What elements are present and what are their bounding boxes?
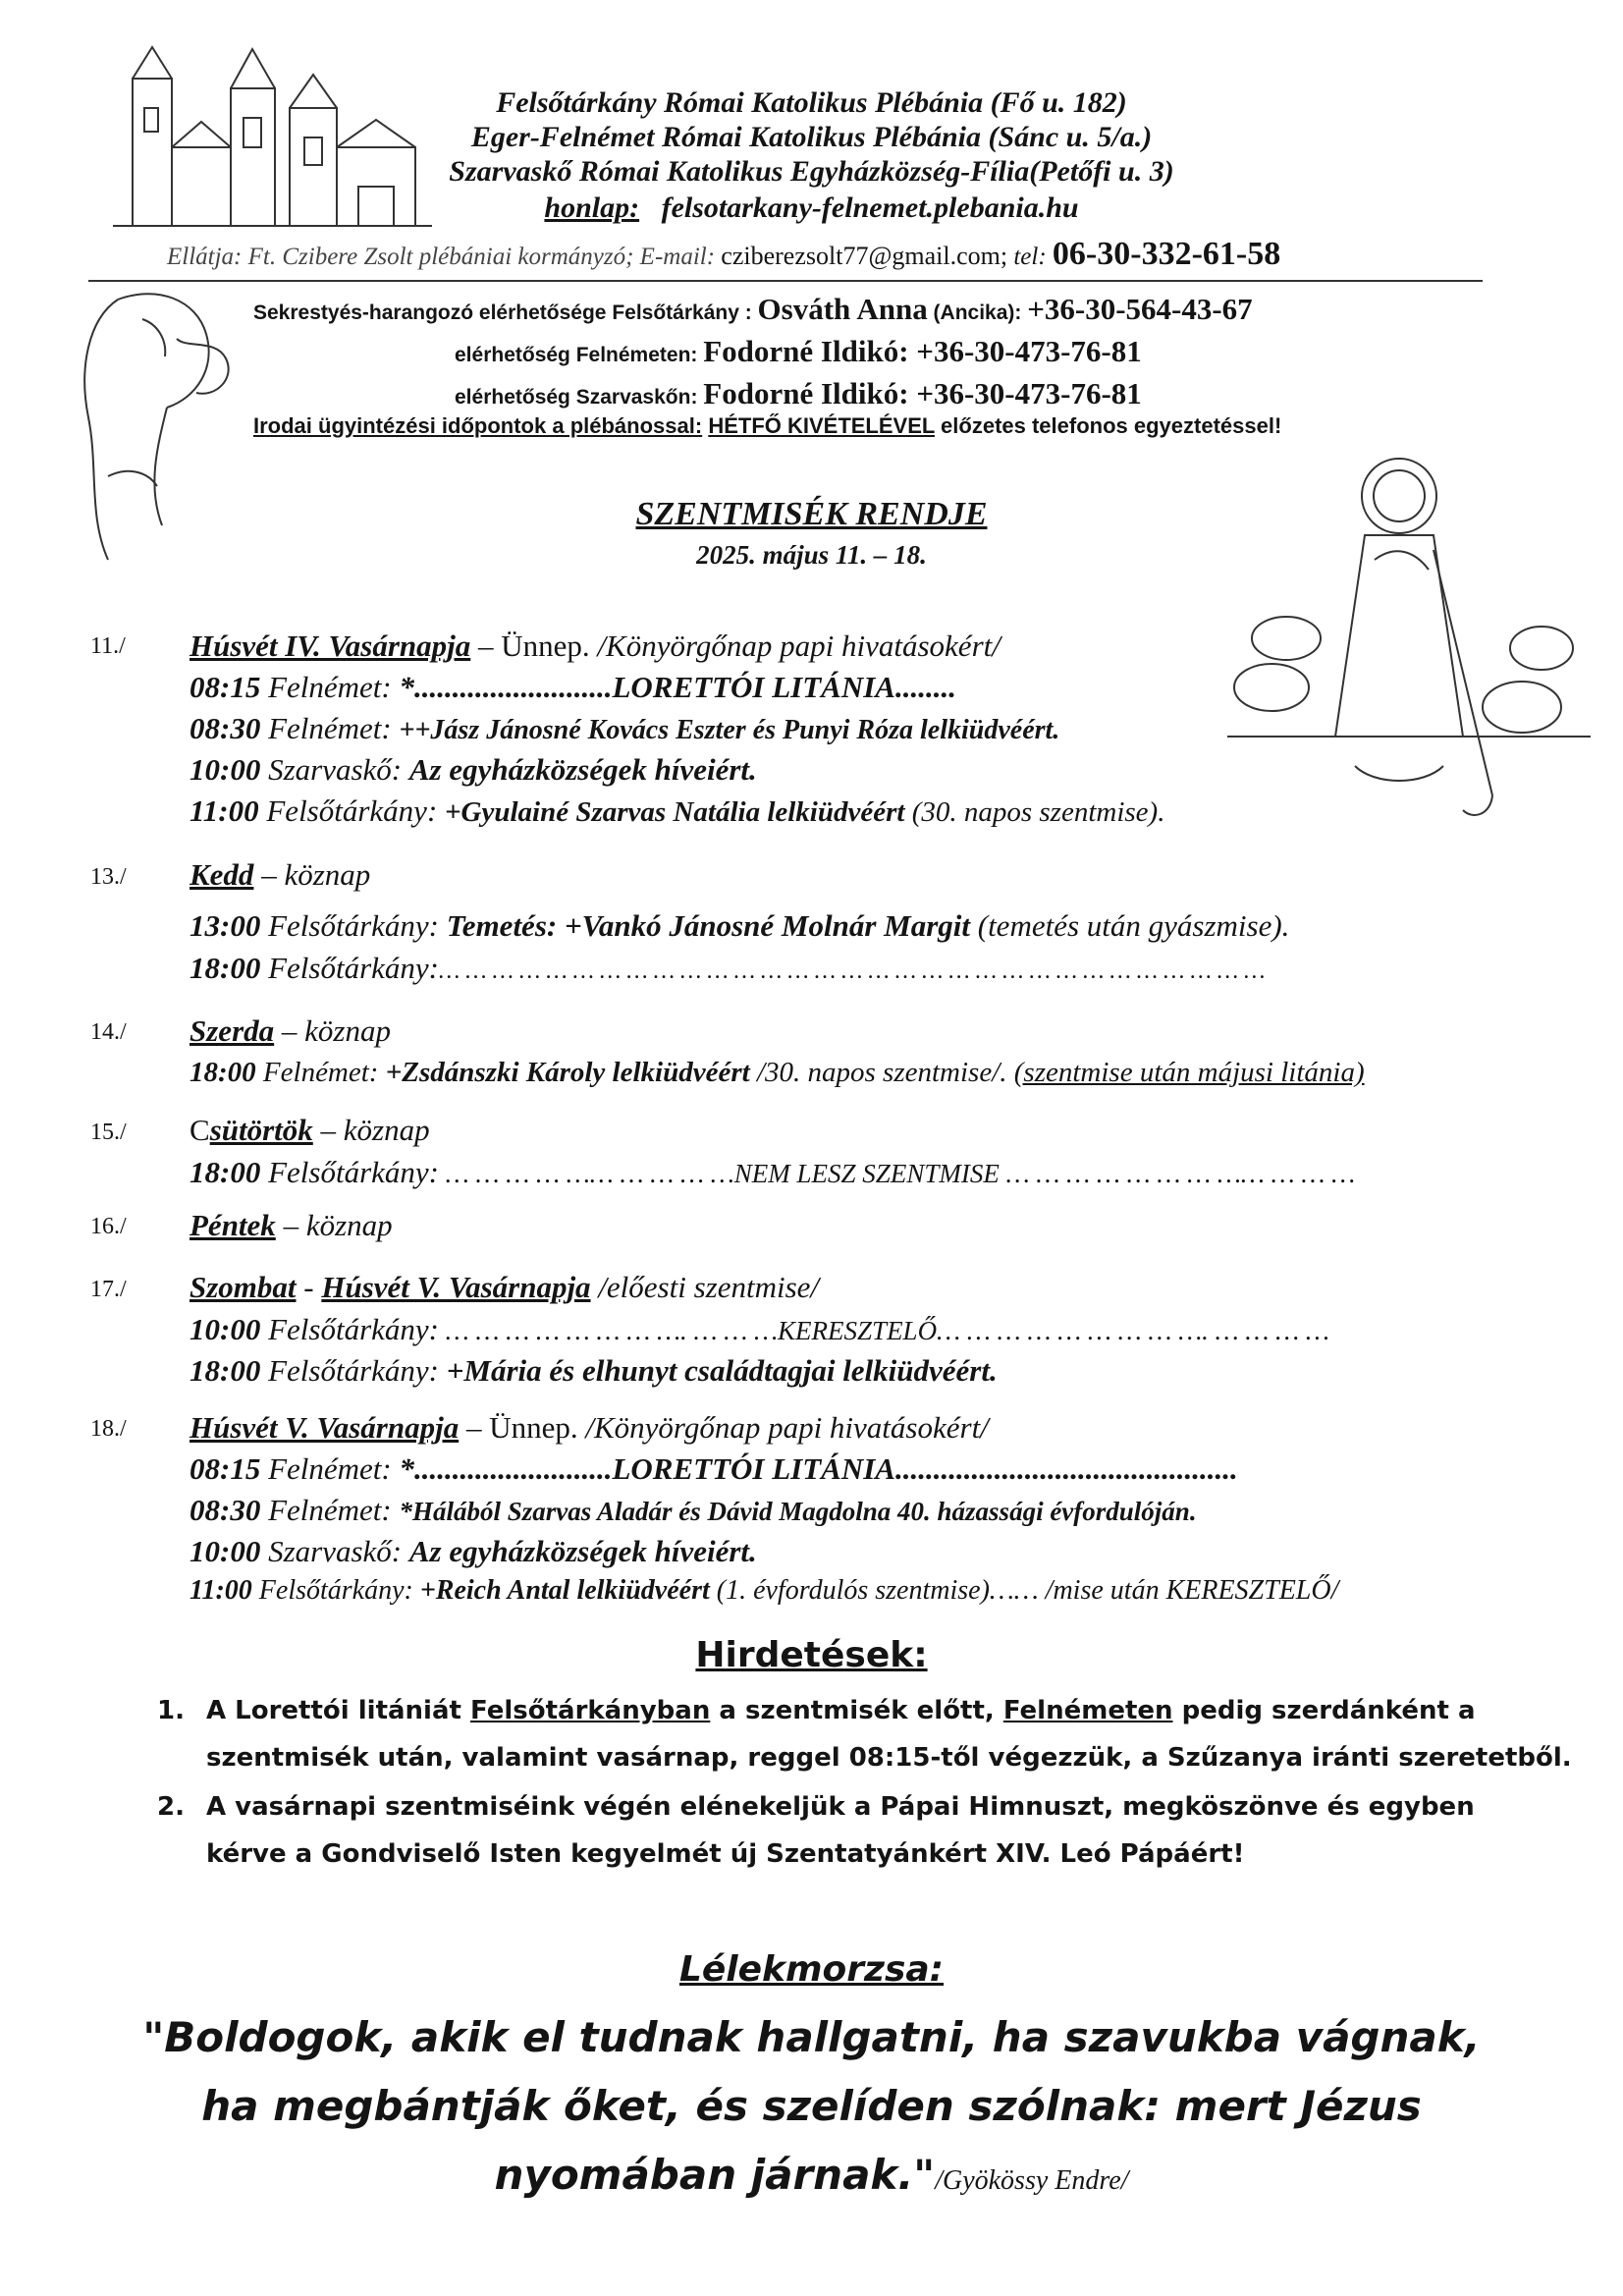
day-number: 18./ xyxy=(90,1416,127,1442)
office-hours-note: előzetes telefonos egyeztetéssel! xyxy=(934,413,1282,438)
quote-line: ha megbántják őket, és szelíden szólnak: mert Jézus xyxy=(201,2082,1422,2130)
email-link[interactable]: cziberezsolt77@gmail.com; xyxy=(721,242,1008,270)
contact-name: Osváth Anna xyxy=(757,292,928,326)
contact-phone: +36-30-564-43-67 xyxy=(1027,292,1253,326)
mass-entry: 08:30 Felnémet: *Hálából Szarvas Aladár és Dávid Magdolna 40. házassági évfordulóján. xyxy=(189,1493,1197,1527)
day-title: Húsvét IV. Vasárnapja xyxy=(189,629,471,663)
mass-entry: 10:00 Felsőtárkány: … … … … … … … …. … … …KERESZTELŐ… … … … … … … … …. … … … … xyxy=(189,1312,1329,1346)
quote-line: "Boldogok, akik el tudnak hallgatni, ha szavukba vágnak, xyxy=(142,2013,1481,2061)
mass-entry: 18:00 Felsőtárkány:… … … … … … … … … … … … … … … … … … … … … … … … … … … … … … … xyxy=(189,951,1266,985)
day-heading-17: Szombat - Húsvét V. Vasárnapja /előesti szentmise/ xyxy=(189,1270,820,1304)
day-title: Kedd xyxy=(189,857,254,892)
office-hours xyxy=(253,413,1281,439)
day-heading-13: Kedd – köznap xyxy=(189,857,371,892)
day-heading-11: Húsvét IV. Vasárnapja – Ünnep. /Könyörgőnap papi hivatásokért/ xyxy=(189,629,1001,663)
contact-phone: +36-30-473-76-81 xyxy=(916,376,1142,410)
mass-entry: 18:00 Felsőtárkány: … … … … …… … … … …NEM LESZ SZENTMISE … … … … … … … …… … … … xyxy=(189,1155,1356,1189)
schedule-dates: 2025. május 11. – 18. xyxy=(696,540,927,570)
office-hours-label: Irodai ügyintézési időpontok a plébánossal: xyxy=(253,413,703,438)
homepage-line xyxy=(0,191,1623,225)
mass-entry: 08:15 Felnémet: *..........................LORETTÓI LITÁNIA........ xyxy=(189,670,956,704)
contact-felnemet: elérhetőség Felnémeten: Fodorné Ildikó: +36-30-473-76-81 xyxy=(455,334,1142,368)
schedule-title: SZENTMISÉK RENDJE xyxy=(635,496,988,532)
day-title: Szerda xyxy=(189,1013,275,1048)
announcement-item: 2. A vasárnapi szentmiséink végén elénekeljük a Pápai Himnuszt, megköszönve és egyben kérve a Gondviselő Isten kegyelmét új Szentatyánkért XIV. Leó Pápáért! xyxy=(157,1792,1475,1869)
announcement-item: 1. A Lorettói litániát Felsőtárkányban a szentmisék előtt, Felnémeten pedig szerdánként a szentmisék után, valamint vasárnap, reggel 08:15-től végezzük, a Szűzanya iránti szeretetből. xyxy=(157,1696,1572,1773)
quote-author: /Gyökössy Endre/ xyxy=(935,2165,1129,2196)
mass-entry: 18:00 Felnémet: +Zsdánszki Károly lelkiüdvéért /30. napos szentmise/. (szentmise után májusi litánia) xyxy=(189,1057,1365,1088)
mass-entry: 13:00 Felsőtárkány: Temetés: +Vankó Jánosné Molnár Margit (temetés után gyászmise). xyxy=(189,908,1290,943)
day-title: Húsvét V. Vasárnapja xyxy=(189,1410,460,1445)
quote-last-line: nyomában járnak."/Gyökössy Endre/ xyxy=(494,2151,1129,2199)
tel-label: tel: xyxy=(1013,244,1047,270)
homepage-label: honlap: xyxy=(544,191,640,224)
day-heading-15: Csütörtök – köznap xyxy=(189,1113,430,1147)
day-number: 16./ xyxy=(90,1214,127,1239)
day-number: 13./ xyxy=(90,864,127,890)
announcements-title: Hirdetések: xyxy=(695,1635,928,1675)
day-number: 15./ xyxy=(90,1120,127,1145)
day-heading-16: Péntek – köznap xyxy=(189,1208,393,1242)
mass-entry: 18:00 Felsőtárkány: +Mária és elhunyt családtagjai lelkiüdvéért. xyxy=(189,1353,998,1388)
litany-note: (szentmise után májusi litánia) xyxy=(1013,1057,1365,1088)
day-number: 14./ xyxy=(90,1019,127,1045)
contact-sacristan: Sekrestyés-harangozó elérhetősége Felsőtárkány : Osváth Anna (Ancika): +36-30-564-43-67 xyxy=(253,292,1253,326)
day-note: /előesti szentmise/ xyxy=(590,1270,820,1304)
day-note: /Könyörgőnap papi hivatásokért/ xyxy=(597,629,1001,663)
contact-phone: +36-30-473-76-81 xyxy=(916,334,1142,368)
contact-szarvasko: elérhetőség Szarvaskőn: Fodorné Ildikó: +36-30-473-76-81 xyxy=(455,376,1142,410)
day-note: /Könyörgőnap papi hivatásokért/ xyxy=(585,1410,989,1445)
mass-entry: 08:30 Felnémet: ++Jász Jánosné Kovács Eszter és Punyi Róza lelkiüdvéért. xyxy=(189,711,1060,745)
mass-entry: 10:00 Szarvaskő: Az egyházközségek híveiért. xyxy=(189,1534,757,1568)
mass-entry: 08:15 Felnémet: *..........................LORETTÓI LITÁNIA............................................. xyxy=(189,1451,1238,1486)
priest-phone: 06-30-332-61-58 xyxy=(1052,236,1281,272)
mass-entry: 11:00 Felsőtárkány: +Reich Antal lelkiüdvéért (1. évfordulós szentmise)…… /mise után KERESZTELŐ/ xyxy=(189,1575,1339,1606)
parish-line-2: Eger-Felnémet Római Katolikus Plébánia (Sánc u. 5/a.) xyxy=(470,121,1153,153)
mass-entry: 10:00 Szarvaskő: Az egyházközségek híveiért. xyxy=(189,752,757,787)
parish-line-3: Szarvaskő Római Katolikus Egyházközség-Fília(Petőfi u. 3) xyxy=(449,155,1174,188)
day-title: sütörtök xyxy=(209,1113,313,1147)
homepage-link[interactable]: felsotarkany-felnemet.plebania.hu xyxy=(661,191,1079,224)
priest-info: Ellátja: Ft. Czibere Zsolt plébániai kormányzó; E-mail: xyxy=(167,244,716,270)
contact-name: Fodorné Ildikó: xyxy=(703,376,917,410)
parish-line-1: Felsőtárkány Római Katolikus Plébánia (Fő u. 182) xyxy=(496,86,1127,119)
quote-title: Lélekmorzsa: xyxy=(678,1949,945,1990)
day-title: Szombat xyxy=(189,1270,297,1304)
priest-contact-line xyxy=(167,236,1280,273)
contact-name: Fodorné Ildikó: xyxy=(703,334,917,368)
mass-entry: 11:00 Felsőtárkány: +Gyulainé Szarvas Natália lelkiüdvéért (30. napos szentmise). xyxy=(189,793,1165,828)
day-heading-18: Húsvét V. Vasárnapja – Ünnep. /Könyörgőnap papi hivatásokért/ xyxy=(189,1410,989,1445)
header-rule xyxy=(88,280,1483,282)
office-hours-highlight: HÉTFŐ KIVÉTELÉVEL xyxy=(708,413,935,438)
day-number: 17./ xyxy=(90,1277,127,1302)
day-title-2: Húsvét V. Vasárnapja xyxy=(321,1270,591,1304)
day-title: Péntek xyxy=(189,1208,276,1242)
day-number: 11./ xyxy=(90,633,126,659)
day-heading-14: Szerda – köznap xyxy=(189,1013,391,1048)
